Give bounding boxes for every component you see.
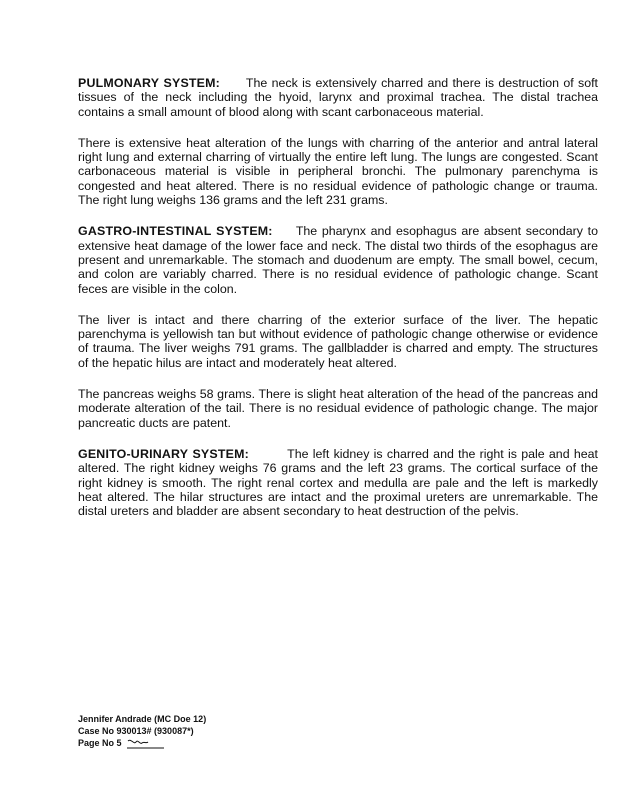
gu-text-1: The left kidney is charred and the right is pale and heat altered. The right kidney weighs 76 grams and the left 23 grams. The cortical surface of the right kidney is smooth. The right renal cortex and medulla are pale and the left is markedly heat altered. The hilar structures are intact and the proximal ureters are unremarkable. The distal ureters and bladder are absent secondary to heat destruction of the pelvis. — [78, 446, 598, 519]
footer-name-line: Jennifer Andrade (MC Doe 12) — [78, 714, 207, 724]
pulmonary-heading: PULMONARY SYSTEM: — [78, 76, 220, 90]
gu-heading: GENITO-URINARY SYSTEM: — [78, 446, 249, 461]
gi-paragraph-1 — [78, 224, 598, 295]
gi-text-1: The pharynx and esophagus are absent secondary to extensive heat damage of the lower face and neck. The distal two thirds of the esophagus are present and unremarkable. The stomach and duodenum are empty. The small bowel, cecum, and colon are variably charred. There is no residual evidence of pathologic change. Scant feces are visible in the colon. — [78, 224, 598, 296]
footer-case-line: Case No 930013# (930087*) — [78, 726, 194, 736]
pulmonary-paragraph-2 — [78, 136, 598, 207]
footer-page-line — [78, 737, 206, 749]
gi-heading: GASTRO-INTESTINAL SYSTEM: — [78, 224, 273, 239]
gi-paragraph-2 — [78, 313, 598, 370]
gi-text-3: The pancreas weighs 58 grams. There is slight heat alteration of the head of the pancreas and moderate alteration of the tail. There is no residual evidence of pathologic change. The major pancreatic ducts are patent. — [78, 387, 598, 430]
gi-text-2: The liver is intact and there charring of the exterior surface of the liver. The hepatic parenchyma is yellowish tan but without evidence of pathologic change otherwise or evidence of trauma. The liver weighs 791 grams. The gallbladder is charred and empty. The structures of the hepatic hilus are intact and moderately heat altered. — [78, 312, 598, 370]
pulmonary-text-1: The neck is extensively charred and there is destruction of soft tissues of the neck including the hyoid, larynx and proximal trachea. The distal trachea contains a small amount of blood along with scant carbonaceous material. — [78, 76, 598, 119]
initials-signature-icon — [126, 737, 162, 749]
pulmonary-paragraph-1 — [78, 76, 598, 119]
footer-page-label: Page No 5 — [78, 738, 122, 748]
report-body — [78, 76, 598, 535]
document-footer — [78, 713, 206, 749]
gu-paragraph-1 — [78, 447, 598, 518]
pulmonary-text-2: There is extensive heat alteration of the lungs with charring of the anterior and antral lateral right lung and external charring of virtually the entire left lung. The lungs are congested. Scant carbonaceous material is visible in peripheral bronchi. The pulmonary parenchyma is congested and heat altered. There is no residual evidence of pathologic change or trauma. The right lung weighs 136 grams and the left 231 grams. — [78, 135, 598, 208]
gi-paragraph-3 — [78, 387, 598, 430]
